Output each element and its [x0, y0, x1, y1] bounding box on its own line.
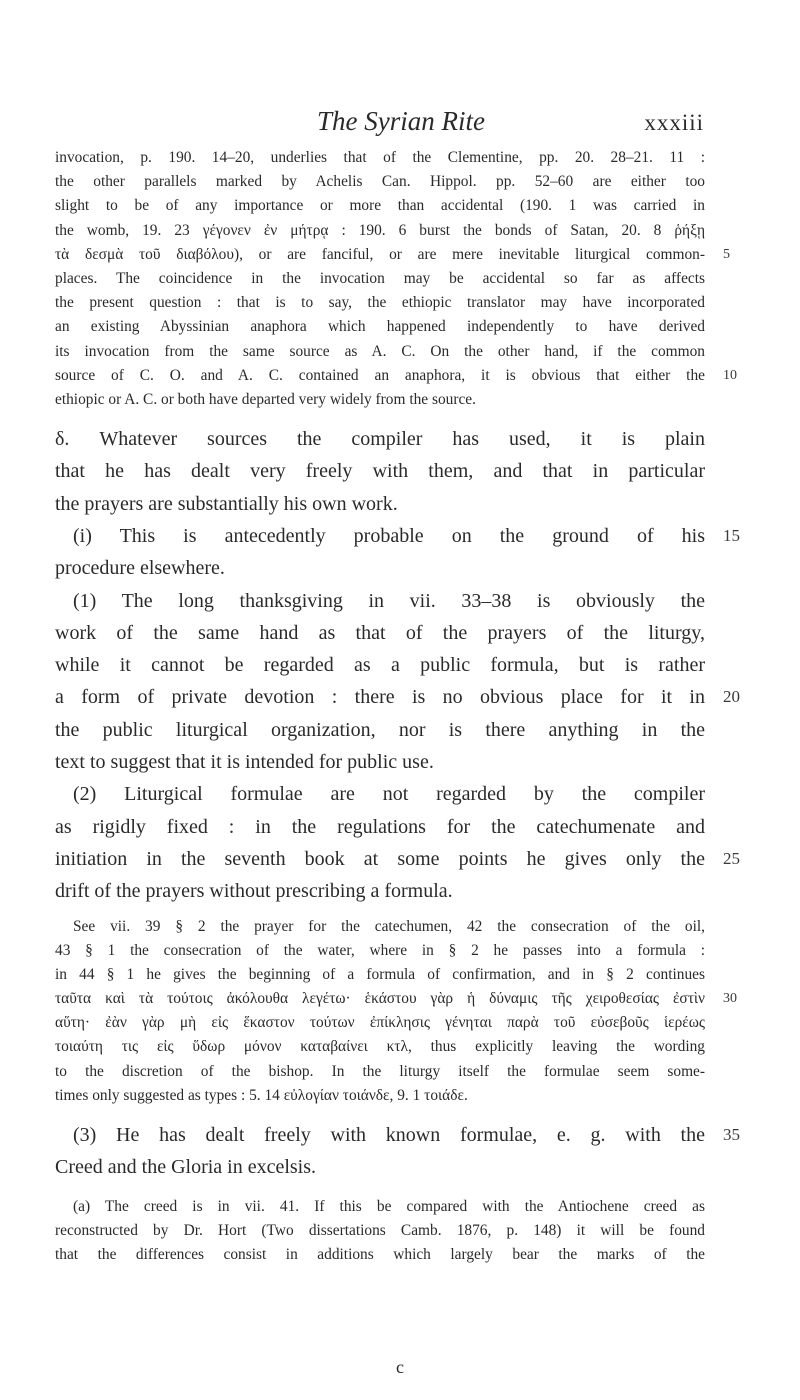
text-line [55, 778, 705, 810]
line-text: that he has dealt very freely with them, and that in particular [55, 460, 705, 483]
text-line [55, 219, 705, 243]
line-text: in 44 § 1 he gives the beginning of a formula of confirmation, and in § 2 continues [55, 965, 705, 983]
line-text: text to suggest that it is intended for public use. [55, 751, 434, 774]
line-number: 15 [723, 525, 740, 545]
text-line [55, 146, 705, 170]
line-text: reconstructed by Dr. Hort (Two dissertations Camb. 1876, p. 148) it will be found [55, 1221, 705, 1239]
line-text: τὰ δεσμὰ τοῦ διαβόλου), or are fanciful, or are mere inevitable liturgical common- [55, 245, 705, 263]
line-text: as rigidly fixed : in the regulations for the catechumenate and [55, 815, 705, 838]
line-text: (i) This is antecedently probable on the ground of his [73, 524, 705, 547]
text-line [55, 1060, 705, 1084]
text-line [55, 1151, 705, 1183]
text-line [55, 315, 705, 339]
line-text: initiation in the seventh book at some points he gives only the [55, 847, 705, 870]
text-line [55, 423, 705, 455]
line-text: procedure elsewhere. [55, 557, 225, 580]
running-title: The Syrian Rite [317, 106, 485, 136]
text-line [55, 649, 705, 681]
line-text: See vii. 39 § 2 the prayer for the catechumen, 42 the consecration of the oil, [73, 917, 705, 935]
line-text: slight to be of any importance or more than accidental (190. 1 was carried in [55, 197, 705, 215]
text-line [55, 520, 740, 552]
text-line [55, 843, 740, 875]
signature-mark: c [396, 1357, 404, 1377]
line-number: 5 [723, 246, 730, 262]
line-number: 35 [723, 1125, 740, 1145]
running-header [98, 106, 704, 146]
line-text: drift of the prayers without prescribing a formula. [55, 880, 453, 903]
text-line [55, 170, 705, 194]
line-text: to the discretion of the bishop. In the liturgy itself the formulae seem some- [55, 1062, 705, 1080]
text-line [55, 552, 705, 584]
line-text: that the differences consist in additions which largely bear the marks of the [55, 1245, 705, 1263]
line-text: (a) The creed is in vii. 41. If this be compared with the Antiochene creed as [73, 1197, 705, 1215]
line-text: 43 § 1 the consecration of the water, where in § 2 he passes into a formula : [55, 941, 705, 959]
line-text: αὕτη· ἐὰν γὰρ μὴ εἰς ἕκαστον τούτων ἐπίκλησις γένηται παρὰ τοῦ εὐσεβοῦς ἱερέως [55, 1014, 705, 1032]
line-text: τοιαύτη τις εἰς ὕδωρ μόνον καταβαίνει κτλ, thus explicitly leaving the wording [55, 1038, 705, 1056]
line-text: (2) Liturgical formulae are not regarded by the compiler [73, 783, 705, 806]
line-text: while it cannot be regarded as a public formula, but is rather [55, 654, 705, 677]
body-text [55, 146, 740, 1267]
text-line [55, 811, 705, 843]
text-line [55, 291, 705, 315]
line-text: the prayers are substantially his own work. [55, 492, 398, 515]
text-line [55, 714, 705, 746]
line-text: places. The coincidence in the invocation may be accidental so far as affects [55, 269, 705, 287]
line-text: ταῦτα καὶ τὰ τούτοις ἀκόλουθα λεγέτω· ἑκάστου γὰρ ἡ δύναμις τῆς χειροθεσίας ἐστὶν [55, 990, 705, 1008]
line-text: δ. Whatever sources the compiler has used, it is plain [55, 428, 705, 451]
line-number: 30 [723, 991, 737, 1007]
text-line [55, 681, 740, 713]
line-text: Creed and the Gloria in excelsis. [55, 1156, 317, 1179]
text-line [55, 987, 737, 1011]
line-number: 20 [723, 687, 740, 707]
line-text: ethiopic or A. C. or both have departed very widely from the source. [55, 390, 476, 408]
text-line [55, 267, 705, 291]
text-line [55, 364, 737, 388]
text-line [55, 488, 705, 520]
line-text: invocation, p. 190. 14–20, underlies that of the Clementine, pp. 20. 28–21. 11 : [55, 149, 705, 166]
line-text: work of the same hand as that of the prayers of the liturgy, [55, 621, 705, 644]
line-text: the womb, 19. 23 γέγονεν ἐν μήτρᾳ : 190. 6 burst the bonds of Satan, 20. 8 ῥήξῃ [55, 221, 705, 239]
text-line [55, 1195, 705, 1219]
text-line [55, 963, 705, 987]
text-line [55, 1035, 705, 1059]
text-line [55, 340, 705, 364]
text-line [55, 875, 705, 907]
page-number: xxxiii [644, 110, 704, 135]
text-line [55, 455, 705, 487]
text-line [55, 243, 730, 267]
text-line [55, 746, 705, 778]
line-text: an existing Abyssinian anaphora which happened independently to have derived [55, 318, 705, 336]
line-text: (3) He has dealt freely with known formulae, e. g. with the [73, 1124, 705, 1147]
text-line [55, 388, 705, 412]
text-line [55, 939, 705, 963]
text-line [55, 617, 705, 649]
text-line [55, 1084, 705, 1108]
line-text: its invocation from the same source as A. C. On the other hand, if the common [55, 342, 705, 360]
text-line [55, 915, 705, 939]
text-line [55, 585, 705, 617]
line-text: the present question : that is to say, the ethiopic translator may have incorporated [55, 294, 705, 312]
text-line [55, 1011, 705, 1035]
text-line [55, 1219, 705, 1243]
line-text: (1) The long thanksgiving in vii. 33–38 is obviously the [73, 589, 705, 612]
text-line [55, 1243, 705, 1267]
line-text: the public liturgical organization, nor is there anything in the [55, 718, 705, 741]
line-number: 10 [723, 367, 737, 383]
text-line [55, 194, 705, 218]
line-text: times only suggested as types : 5. 14 εὐλογίαν τοιάνδε, 9. 1 τοιάδε. [55, 1086, 468, 1104]
line-text: source of C. O. and A. C. contained an anaphora, it is obvious that either the [55, 366, 705, 384]
text-line [55, 1119, 740, 1151]
line-text: a form of private devotion : there is no obvious place for it in [55, 686, 705, 709]
line-text: the other parallels marked by Achelis Can. Hippol. pp. 52–60 are either too [55, 173, 705, 191]
line-number: 25 [723, 848, 740, 868]
